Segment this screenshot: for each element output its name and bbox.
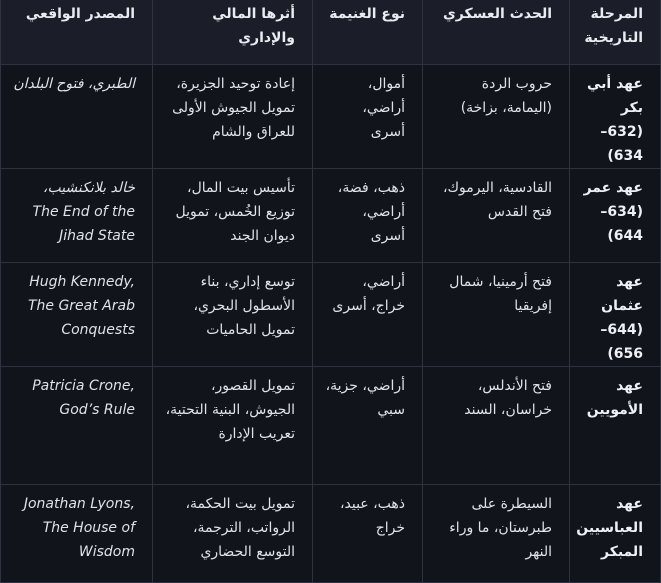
source-cell: خالد بلانكنشيب، The End of the Jihad State <box>1 169 153 263</box>
era-cell: عهد العباسيين المبكر <box>570 485 661 583</box>
header-loot: نوع الغنيمة <box>313 0 423 65</box>
table-row <box>1 65 661 169</box>
event-cell: حروب الردة (اليمامة، بزاخة) <box>423 65 570 169</box>
header-event: الحدث العسكري <box>423 0 570 65</box>
event-cell: فتح أرمينيا، شمال إفريقيا <box>423 263 570 367</box>
source-cell: الطبري، فتوح البلدان <box>1 65 153 169</box>
header-era: المرحلة التاريخية <box>570 0 661 65</box>
table-row <box>1 169 661 263</box>
era-cell: عهد عمر (634–644) <box>570 169 661 263</box>
table-row <box>1 367 661 485</box>
source-cell: Hugh Kennedy, The Great Arab Conquests <box>1 263 153 367</box>
source-cell: Patricia Crone, God’s Rule <box>1 367 153 485</box>
event-cell: السيطرة على طبرستان، ما وراء النهر <box>423 485 570 583</box>
source-cell: Jonathan Lyons, The House of Wisdom <box>1 485 153 583</box>
loot-cell: أموال، أراضي، أسرى <box>313 65 423 169</box>
loot-cell: أراضي، جزية، سبي <box>313 367 423 485</box>
effect-cell: إعادة توحيد الجزيرة، تمويل الجيوش الأولى للعراق والشام <box>153 65 313 169</box>
event-cell: فتح الأندلس، خراسان، السند <box>423 367 570 485</box>
header-source: المصدر الواقعي <box>1 0 153 65</box>
loot-cell: ذهب، فضة، أراضي، أسرى <box>313 169 423 263</box>
era-cell: عهد عثمان (644–656) <box>570 263 661 367</box>
event-cell: القادسية، اليرموك، فتح القدس <box>423 169 570 263</box>
header-row <box>1 0 661 65</box>
loot-cell: أراضي، خراج، أسرى <box>313 263 423 367</box>
header-effect: أثرها المالي والإداري <box>153 0 313 65</box>
era-cell: عهد الأمويين <box>570 367 661 485</box>
effect-cell: تمويل القصور، الجيوش، البنية التحتية، تعريب الإدارة <box>153 367 313 485</box>
effect-cell: تأسيس بيت المال، توزيع الخُمس، تمويل ديوان الجند <box>153 169 313 263</box>
loot-cell: ذهب، عبيد، خراج <box>313 485 423 583</box>
era-cell: عهد أبي بكر (632–634) <box>570 65 661 169</box>
table-row <box>1 263 661 367</box>
effect-cell: تمويل بيت الحكمة، الرواتب، الترجمة، التوسع الحضاري <box>153 485 313 583</box>
effect-cell: توسع إداري، بناء الأسطول البحري، تمويل الحاميات <box>153 263 313 367</box>
table-row <box>1 485 661 583</box>
